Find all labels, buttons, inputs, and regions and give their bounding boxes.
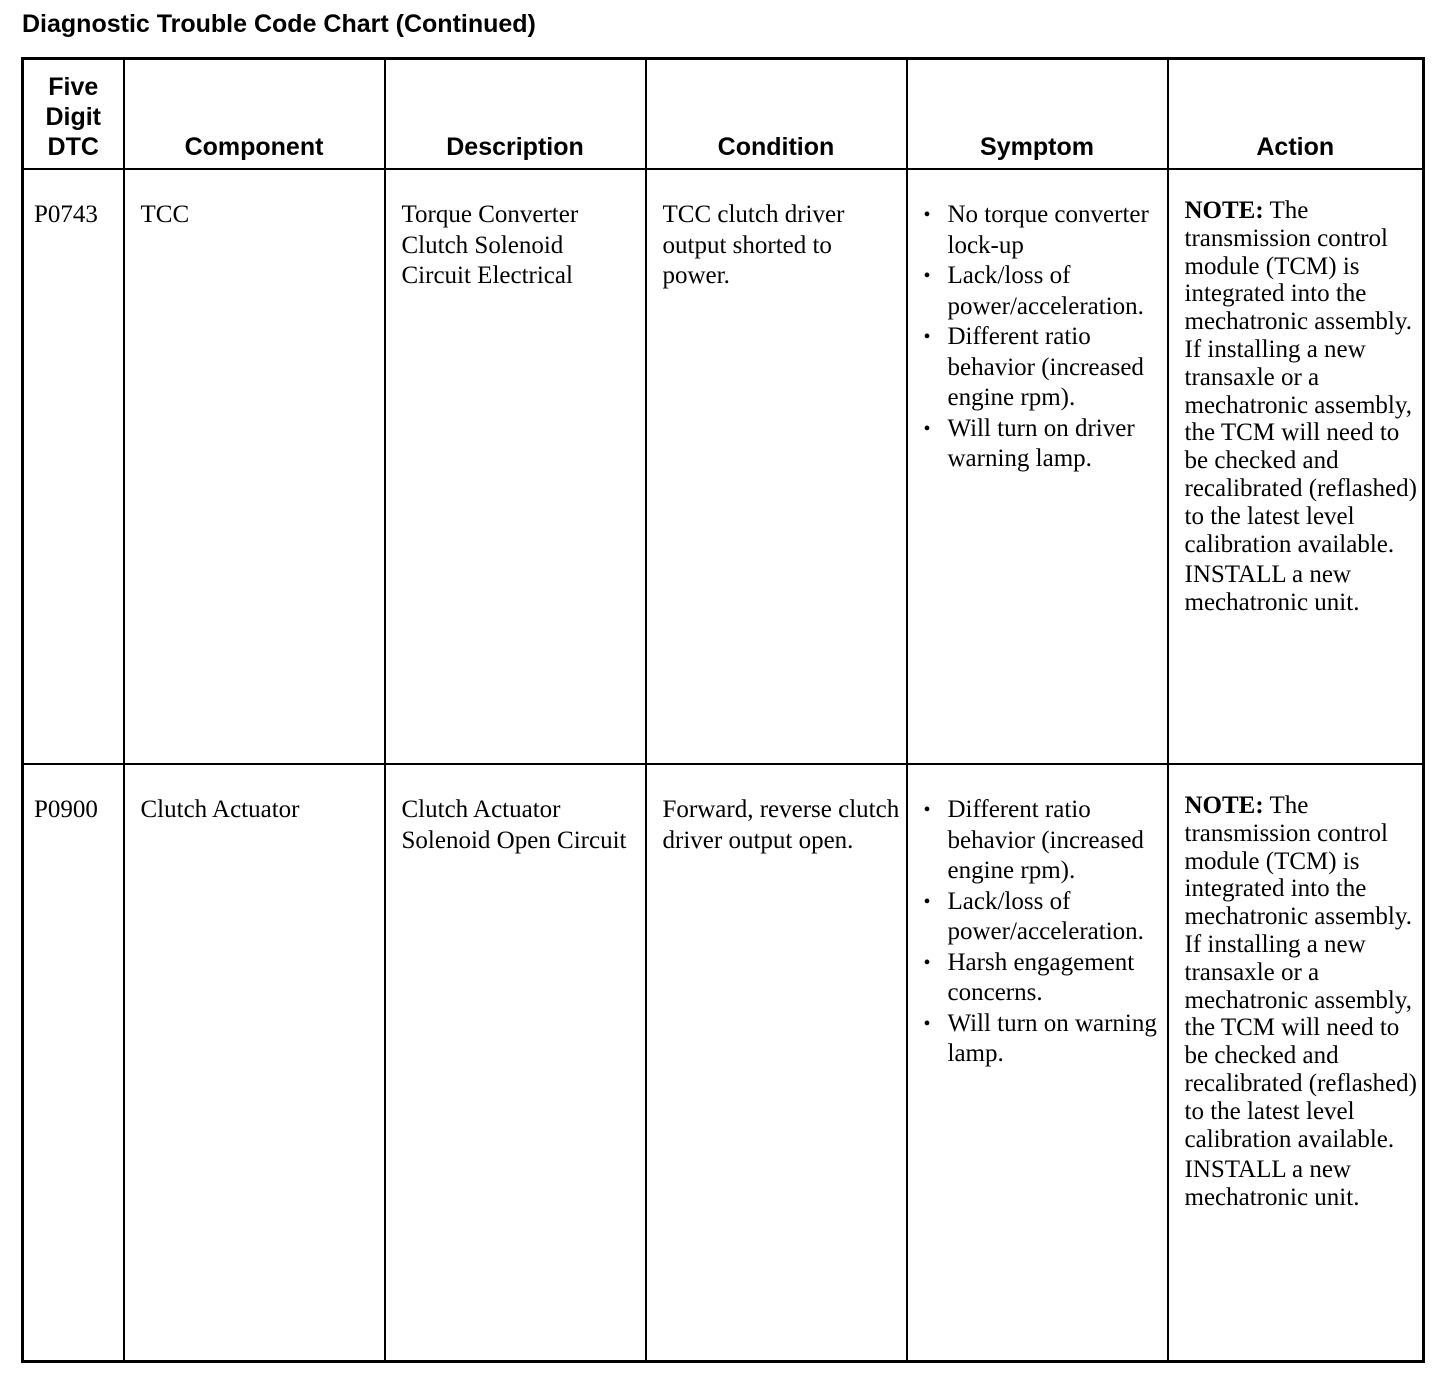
symptom-item: • No torque converter lock-up bbox=[924, 200, 1161, 261]
note-text: The transmission control module (TCM) is integrated into the mechatronic assembly. If installing a new transaxle or a mechatronic assembly, the TCM will need to be checked and recalibrated (reflashed) to the latest level calibration available. bbox=[1184, 197, 1417, 558]
header-symptom: Symptom bbox=[907, 59, 1168, 170]
dtc-chart-table bbox=[21, 57, 1425, 1363]
note-label: NOTE: bbox=[1184, 197, 1264, 224]
dtc-code: P0743 bbox=[23, 169, 124, 764]
header-five-digit-dtc: Five Digit DTC bbox=[23, 59, 124, 170]
symptom-list bbox=[924, 200, 1161, 475]
symptom-item: • Harsh engagement concerns. bbox=[924, 948, 1161, 1009]
symptom-item: • Different ratio behavior (increased engine rpm). bbox=[924, 322, 1161, 414]
condition-cell: TCC clutch driver output shorted to power. bbox=[646, 169, 907, 764]
condition-cell: Forward, reverse clutch driver output open. bbox=[646, 764, 907, 1362]
description-cell: Clutch Actuator Solenoid Open Circuit bbox=[385, 764, 646, 1362]
description-cell: Torque Converter Clutch Solenoid Circuit Electrical bbox=[385, 169, 646, 764]
component-cell: Clutch Actuator bbox=[124, 764, 385, 1362]
page-title: Diagnostic Trouble Code Chart (Continued) bbox=[22, 10, 536, 38]
symptom-item: • Will turn on warning lamp. bbox=[924, 1009, 1161, 1070]
symptom-item: • Will turn on driver warning lamp. bbox=[924, 414, 1161, 475]
symptom-cell bbox=[907, 169, 1168, 764]
header-condition: Condition bbox=[646, 59, 907, 170]
action-cell bbox=[1168, 764, 1424, 1362]
table-row bbox=[23, 764, 1424, 1362]
component-cell: TCC bbox=[124, 169, 385, 764]
table-row bbox=[23, 169, 1424, 764]
note-text: The transmission control module (TCM) is integrated into the mechatronic assembly. If installing a new transaxle or a mechatronic assembly, the TCM will need to be checked and recalibrated (reflashed) to the latest level calibration available. bbox=[1184, 792, 1417, 1153]
action-text: INSTALL a new mechatronic unit. bbox=[1184, 561, 1360, 617]
symptom-list bbox=[924, 795, 1161, 1070]
table-header-row bbox=[23, 59, 1424, 170]
header-component: Component bbox=[124, 59, 385, 170]
symptom-item: • Lack/loss of power/acceleration. bbox=[924, 887, 1161, 948]
header-description: Description bbox=[385, 59, 646, 170]
action-text: INSTALL a new mechatronic unit. bbox=[1184, 1156, 1360, 1212]
symptom-item: • Lack/loss of power/acceleration. bbox=[924, 261, 1161, 322]
dtc-code: P0900 bbox=[23, 764, 124, 1362]
symptom-item: • Different ratio behavior (increased engine rpm). bbox=[924, 795, 1161, 887]
symptom-cell bbox=[907, 764, 1168, 1362]
note-label: NOTE: bbox=[1184, 792, 1264, 819]
action-cell bbox=[1168, 169, 1424, 764]
header-action: Action bbox=[1168, 59, 1424, 170]
